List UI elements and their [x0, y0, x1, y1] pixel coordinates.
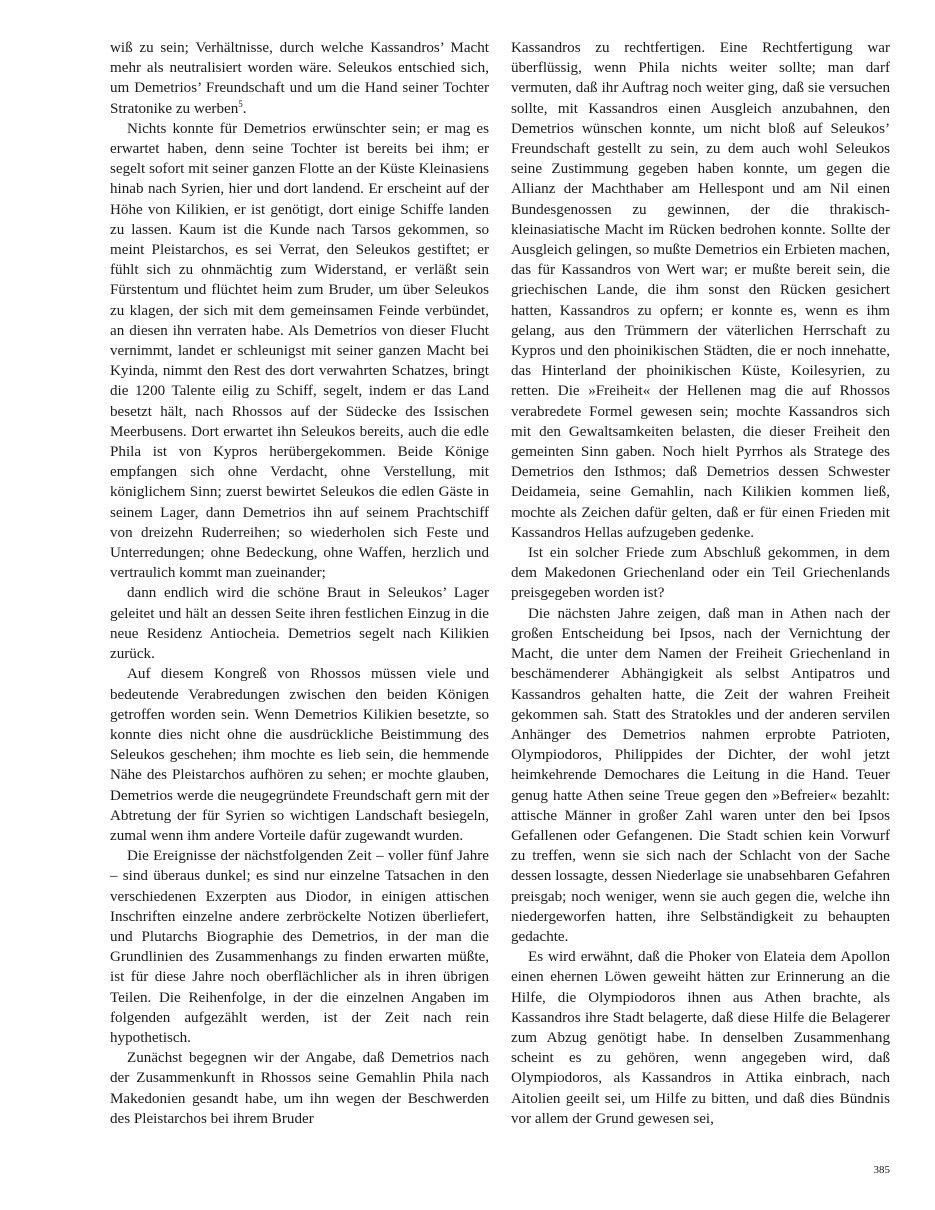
paragraph: Es wird erwähnt, daß die Phoker von Elateia dem Apollon einen ehernen Löwen geweiht hätten zur Erinnerung an die Hilfe, die Olympiodoros ihnen aus Athen brachte, als Kassandros ihre Stadt belagerte, daß diese Hilfe die Belagerer zum Abzug genötigt habe. In denselben Zusammenhang scheint es zu gehören, wenn angegeben wird, daß Olympiodoros, als Kassandros in Attika einbrach, nach Aitolien geeilt sei, um Hilfe zu bitten, und daß dies Bündnis vor allem der Grund gewesen sei,: [511, 949, 890, 1127]
paragraph: Die Ereignisse der nächstfolgenden Zeit – voller fünf Jahre – sind überaus dunkel; es sind nur einzelne Tatsachen in den verschiedenen Exzerpten aus Diodor, in einigen attischen Inschriften einzelne andere zerbröckelte Notizen überliefert, und Plutarchs Biographie des Demetrios, in der man die Grundlinien des Zusammenhangs zu finden erwarten müßte, ist für diese Jahre noch oberflächlicher als in ihren übrigen Teilen. Die Reihenfolge, in der die einzelnen Angaben im folgenden aufgezählt werden, ist der Zeit nach rein hypothetisch.: [110, 848, 489, 1046]
paragraph: Die nächsten Jahre zeigen, daß man in Athen nach der großen Entscheidung bei Ipsos, nach der Vernichtung der Macht, die unter dem Namen der Freiheit Griechenland in beschämenderer Abhängigkeit als selbst Antipatros und Kassandros gehalten hatte, die Zeit der wahren Freiheit gekommen sah. Statt des Stratokles und der anderen servilen Anhänger des Demetrios nahmen erprobte Patrioten, Olympiodoros, Philippides der Dichter, der wohl jetzt heimkehrende Demochares die Leitung in die Hand. Teuer genug hatte Athen seine Treue gegen den »Befreier« bezahlt: attische Männer in großer Zahl waren unter den bei Ipsos Gefallenen oder Gefangenen. Die Stadt schien kein Vorwurf zu treffen, wenn sie sich nach der Schlacht von der Sache dessen lossagte, dessen Niederlage sie unabsehbaren Gefahren preisgab; noch weniger, wenn sie auch gegen die, welche ihn niedergeworfen hatten, ihre Selbständigkeit zu behaupten gedachte.: [511, 605, 890, 945]
right-column: [511, 38, 890, 1129]
footnote-marker[interactable]: 5: [238, 98, 243, 109]
paragraph: Kassandros zu rechtfertigen. Eine Rechtfertigung war überflüssig, wenn Phila nichts weiter sollte; man darf vermuten, daß ihr Auftrag noch weiter ging, daß sie versuchen sollte, mit Kassandros einen Ausgleich anzubahnen, den Demetrios wünschen konnte, um nicht bloß auf Seleukos’ Freundschaft gestellt zu sein, zu dem auch wohl Seleukos seine Zustimmung gegeben haben konnte, um gegen die Allianz der Machthaber am Hellespont und am Nil einen Bundesgenossen zu gewinnen, der die thrakisch-kleinasiatische Macht im Rücken bedrohen konnte. Sollte der Ausgleich gelingen, so mußte Demetrios ein Erbieten machen, das für Kassandros von Wert war; er mußte bereit sein, die griechischen Lande, die ihm sonst den Rücken gesichert hatten, Kassandros zu opfern; er konnte es, wenn es ihm gelang, aus den Trümmern der väterlichen Herrschaft zu Kypros und den phoinikischen Städten, die er noch innehatte, das Hinterland der phoinikischen Küste, Koilesyrien, zu retten. Die »Freiheit« der Hellenen mag die auf Rhossos verabredete Formel gewesen sein; mochte Kassandros sich mit den Gewaltsamkeiten belasten, die dieser Freiheit den gemeinten Sinn gaben. Noch hielt Pyrrhos als Stratege des Demetrios den Isthmos; daß Demetrios dessen Schwester Deidameia, seine Gemahlin, nach Kilikien kommen ließ, mochte als Zeichen dafür gelten, daß er für einen Frieden mit Kassandros Hellas aufzugeben gedenke.: [511, 40, 890, 541]
paragraph: dann endlich wird die schöne Braut in Seleukos’ Lager geleitet und hält an dessen Seite ihren festlichen Einzug in die neue Residenz Antiocheia. Demetrios segelt nach Kilikien zurück.: [110, 585, 489, 663]
paragraph: Zunächst begegnen wir der Angabe, daß Demetrios nach der Zusammenkunft in Rhossos seine Gemahlin Phila nach Makedonien gesandt habe, um ihn wegen der Beschwerden des Pleistarchos bei ihrem Bruder: [110, 1050, 489, 1127]
paragraph-text: wiß zu sein; Verhältnisse, durch welche Kassandros’ Macht mehr als neutralisiert worden wäre. Seleukos entschied sich, um Demetrios’ Freundschaft und um die Hand seiner Tochter Stratonike zu werben: [110, 40, 489, 117]
paragraph: [110, 38, 489, 119]
left-column: [110, 38, 489, 1129]
paragraph: Auf diesem Kongreß von Rhossos müssen viele und bedeutende Verabredungen zwischen den beiden Königen getroffen worden sein. Wenn Demetrios Kilikien besetzte, so konnte dies nicht ohne die ausdrückliche Beistimmung des Seleukos geschehen; ihm mochte es lieb sein, die hemmende Nähe des Pleistarchos aufhören zu sehen; er mochte glauben, Demetrios werde die neugegründete Freundschaft gern mit der Abtretung der für Syrien so wichtigen Landschaft besiegeln, zumal wenn ihm andere Vorteile dafür zugewandt wurden.: [110, 666, 489, 844]
page-number: 385: [873, 1164, 890, 1176]
paragraph: Nichts konnte für Demetrios erwünschter sein; er mag es erwartet haben, denn seine Tochter ist bereits bei ihm; er segelt sofort mit seiner ganzen Flotte an der Küste Kleinasiens hinab nach Syrien, hier und dort landend. Er erscheint auf der Höhe von Kilikien, er ist genötigt, dort einige Schiffe landen zu lassen. Kaum ist die Kunde nach Tarsos gekommen, so meint Pleistarchos, es sei Verrat, den Seleukos gestiftet; er fühlt sich zu ohnmächtig zum Widerstand, er verläßt sein Fürstentum und flüchtet heim zum Bruder, um über Seleukos zu klagen, der sich mit dem gemeinsamen Feinde verbündet, an diesen ihn verraten habe. Als Demetrios von dieser Flucht vernimmt, landet er schleunigst mit seiner ganzen Macht bei Kyinda, nimmt den Rest des dort verwahrten Schatzes, bringt die 1200 Talente eilig zu Schiff, segelt, indem er das Land besetzt hält, nach Rhossos auf der Südecke des Issischen Meerbusens. Dort erwartet ihn Seleukos bereits, auch die edle Phila ist von Kypros herübergekommen. Beide Könige empfangen sich ohne Verdacht, ohne Verstellung, mit königlichem Sinn; zuerst bewirtet Seleukos die edlen Gäste in seinem Lager, dann Demetrios ihn auf seinem Prachtschiff von dreizehn Ruderreihen; so wiederholen sich Feste und Unterredungen; ohne Bedeckung, ohne Waffen, herzlich und vertraulich kommt man zueinander;: [110, 120, 489, 582]
sentence-end: .: [242, 100, 247, 117]
paragraph: Ist ein solcher Friede zum Abschluß gekommen, in dem dem Makedonen Griechenland oder ein Teil Griechenlands preisgegeben worden ist?: [511, 545, 890, 602]
